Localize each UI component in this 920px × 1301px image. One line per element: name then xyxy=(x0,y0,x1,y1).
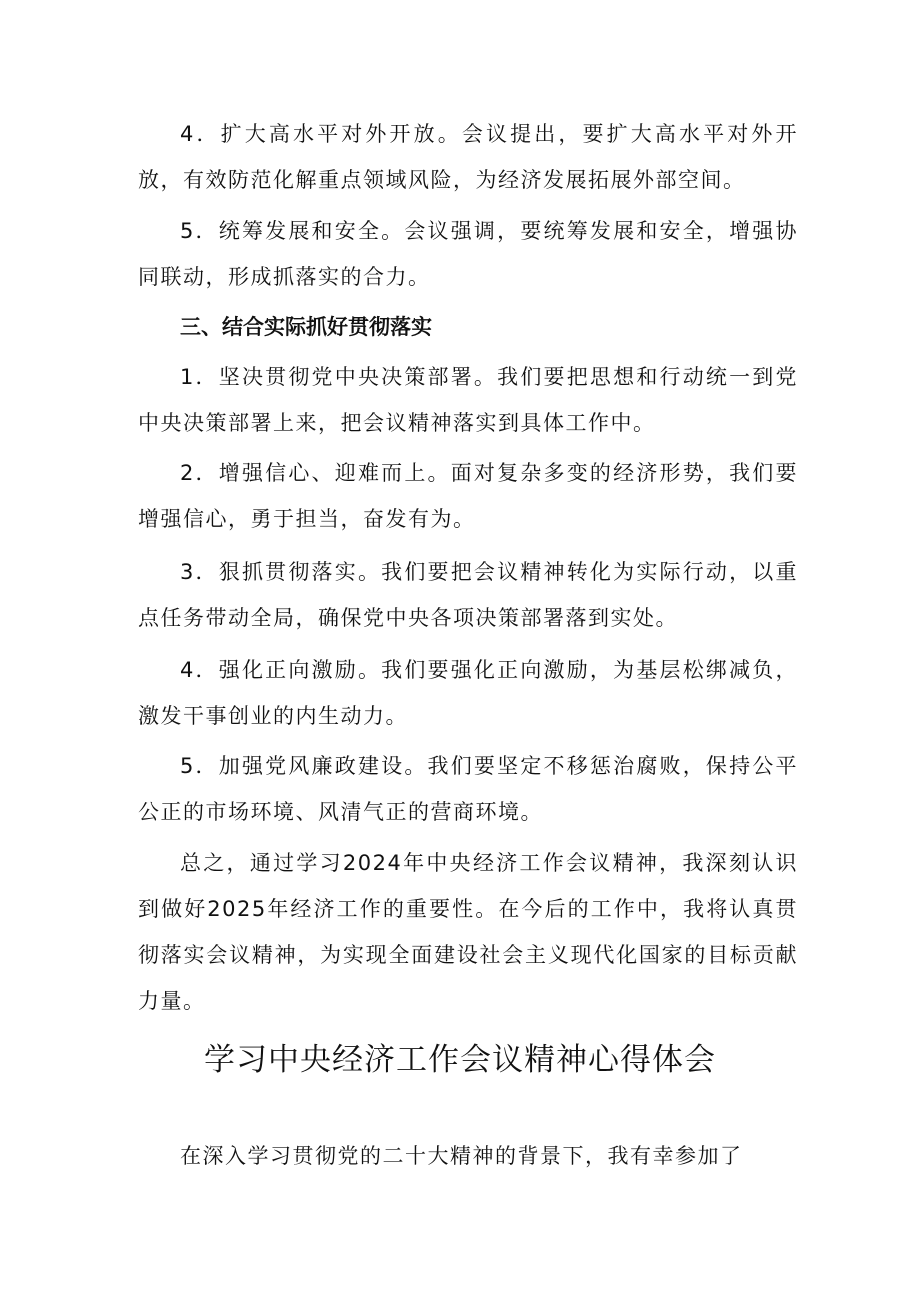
paragraph-item-4-open: 4．扩大高水平对外开放。会议提出，要扩大高水平对外开放，有效防范化解重点领域风险，为经济发展拓展外部空间。 xyxy=(138,122,798,192)
paragraph-item-3-implementation: 3．狠抓贯彻落实。我们要把会议精神转化为实际行动，以重点任务带动全局，确保党中央各项决策部署落到实处。 xyxy=(138,560,798,630)
paragraph-item-4-incentives: 4．强化正向激励。我们要强化正向激励，为基层松绑减负，激发干事创业的内生动力。 xyxy=(138,658,798,728)
section-heading: 三、结合实际抓好贯彻落实 xyxy=(180,315,432,339)
article-title: 学习中央经济工作会议精神心得体会 xyxy=(204,1042,716,1078)
paragraph-item-2-confidence: 2．增强信心、迎难而上。面对复杂多变的经济形势，我们要增强信心，勇于担当，奋发有为。 xyxy=(138,461,798,531)
article-opening-paragraph: 在深入学习贯彻党的二十大精神的背景下，我有幸参加了 xyxy=(180,1144,743,1168)
conclusion-paragraph: 总之，通过学习2024年中央经济工作会议精神，我深刻认识到做好2025年经济工作的重要性。在今后的工作中，我将认真贯彻落实会议精神，为实现全面建设社会主义现代化国家的目标贡献力量。 xyxy=(138,851,798,1013)
paragraph-item-5-integrity: 5．加强党风廉政建设。我们要坚定不移惩治腐败，保持公平公正的市场环境、风清气正的营商环境。 xyxy=(138,754,798,824)
paragraph-item-1-decisions: 1．坚决贯彻党中央决策部署。我们要把思想和行动统一到党中央决策部署上来，把会议精神落实到具体工作中。 xyxy=(138,365,798,435)
paragraph-item-5-security: 5．统筹发展和安全。会议强调，要统筹发展和安全，增强协同联动，形成抓落实的合力。 xyxy=(138,219,798,289)
